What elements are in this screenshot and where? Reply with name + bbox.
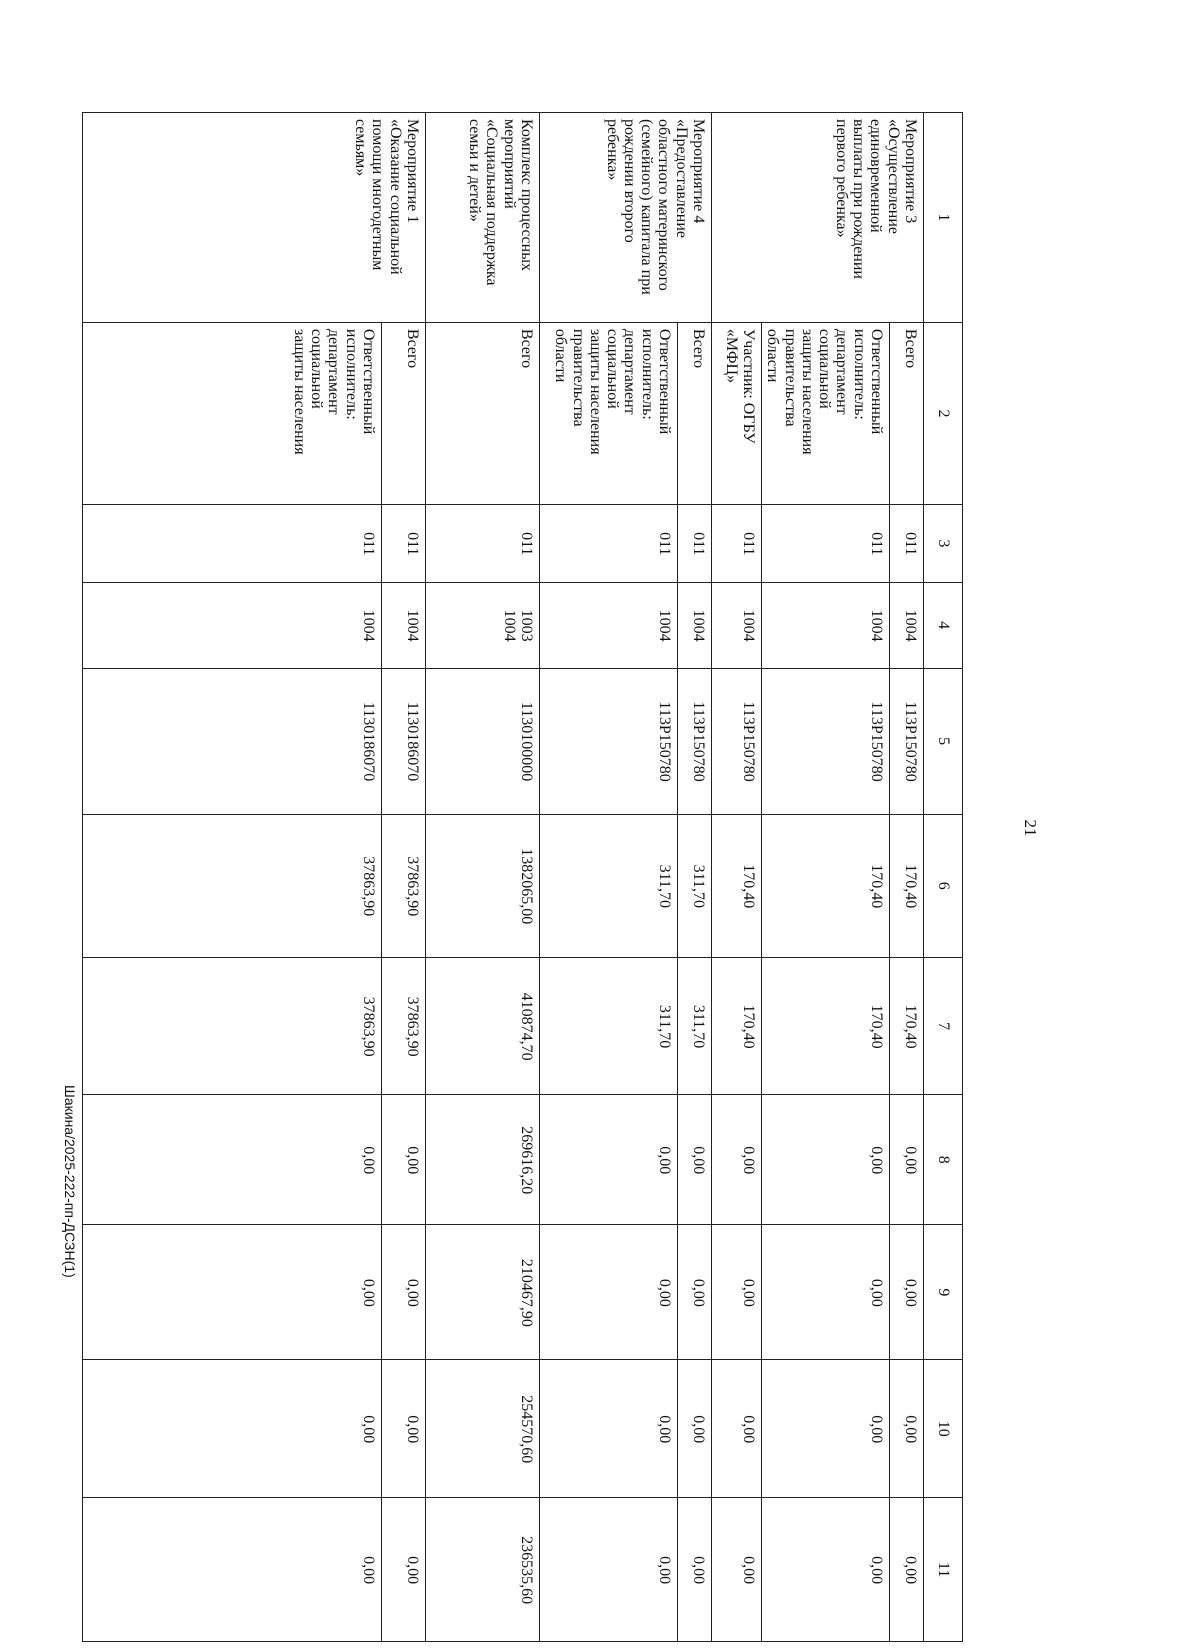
column-header: 2 bbox=[924, 322, 963, 504]
value-cell: 0,00 bbox=[712, 1225, 762, 1360]
value-cell: 0,00 bbox=[890, 1498, 924, 1642]
value-cell: 170,40 bbox=[712, 814, 762, 958]
value-cell: 0,00 bbox=[382, 1225, 426, 1360]
code-cell: 011 bbox=[540, 505, 678, 582]
column-header: 3 bbox=[924, 505, 963, 582]
value-cell: 0,00 bbox=[83, 1498, 382, 1642]
target-cell: 1130186070 bbox=[382, 668, 426, 814]
target-cell: 113P150780 bbox=[678, 668, 712, 814]
page-number: 21 bbox=[1021, 819, 1040, 837]
value-cell: 269616,20 bbox=[426, 1095, 540, 1225]
value-cell: 0,00 bbox=[890, 1360, 924, 1498]
code-cell: 011 bbox=[678, 505, 712, 582]
value-cell: 311,70 bbox=[678, 958, 712, 1095]
column-header: 6 bbox=[924, 814, 963, 958]
code-cell: 011 bbox=[890, 505, 924, 582]
code-cell: 011 bbox=[762, 505, 890, 582]
column-header: 10 bbox=[924, 1360, 963, 1498]
value-cell: 210467,90 bbox=[426, 1225, 540, 1360]
value-cell: 0,00 bbox=[83, 1095, 382, 1225]
value-cell: 311,70 bbox=[540, 814, 678, 958]
table-row bbox=[762, 113, 890, 1642]
value-cell: 254570,60 bbox=[426, 1360, 540, 1498]
value-cell: 0,00 bbox=[540, 1498, 678, 1642]
section-cell: 1003 1004 bbox=[426, 582, 540, 668]
executor-cell: Ответственный исполнитель: департамент социальной защиты населения bbox=[83, 322, 382, 504]
value-cell: 0,00 bbox=[712, 1498, 762, 1642]
value-cell: 37863,90 bbox=[382, 958, 426, 1095]
executor-cell: Ответственный исполнитель: департамент социальной защиты населения правительства области bbox=[540, 322, 678, 504]
value-cell: 37863,90 bbox=[83, 958, 382, 1095]
table-row bbox=[540, 113, 678, 1642]
column-header: 1 bbox=[924, 113, 963, 323]
activity-name: Мероприятие 1 «Оказание социальной помощи многодетным семьям» bbox=[83, 113, 426, 323]
section-cell: 1004 bbox=[890, 582, 924, 668]
activity-name: Комплекс процессных мероприятий «Социальная поддержка семьи и детей» bbox=[426, 113, 540, 323]
value-cell: 0,00 bbox=[762, 1360, 890, 1498]
section-cell: 1004 bbox=[678, 582, 712, 668]
code-cell: 011 bbox=[83, 505, 382, 582]
value-cell: 0,00 bbox=[678, 1225, 712, 1360]
value-cell: 0,00 bbox=[712, 1360, 762, 1498]
value-cell: 1382065,00 bbox=[426, 814, 540, 958]
value-cell: 311,70 bbox=[540, 958, 678, 1095]
value-cell: 0,00 bbox=[712, 1095, 762, 1225]
executor-cell: Всего bbox=[382, 322, 426, 504]
value-cell: 0,00 bbox=[83, 1225, 382, 1360]
value-cell: 0,00 bbox=[762, 1225, 890, 1360]
column-header: 9 bbox=[924, 1225, 963, 1360]
activity-name: Мероприятие 3 «Осуществление единовременной выплаты при рождении первого ребенка» bbox=[712, 113, 924, 323]
table-header-row bbox=[924, 113, 963, 1642]
executor-cell: Ответственный исполнитель: департамент социальной защиты населения правительства области bbox=[762, 322, 890, 504]
value-cell: 0,00 bbox=[890, 1225, 924, 1360]
value-cell: 410874,70 bbox=[426, 958, 540, 1095]
executor-cell: Всего bbox=[426, 322, 540, 504]
target-cell: 113P150780 bbox=[540, 668, 678, 814]
column-header: 8 bbox=[924, 1095, 963, 1225]
code-cell: 011 bbox=[426, 505, 540, 582]
table-row bbox=[712, 113, 762, 1642]
value-cell: 170,40 bbox=[712, 958, 762, 1095]
table-row bbox=[382, 113, 426, 1642]
column-header: 5 bbox=[924, 668, 963, 814]
activity-name: Мероприятие 4 «Предоставление областного материнского (семейного) капитала при рождении второго ребенка» bbox=[540, 113, 712, 323]
value-cell: 0,00 bbox=[762, 1498, 890, 1642]
document-code: Шакина/2025-222-пп-ДСЗН(1) bbox=[62, 1085, 78, 1278]
target-cell: 1130186070 bbox=[83, 668, 382, 814]
section-cell: 1004 bbox=[83, 582, 382, 668]
value-cell: 170,40 bbox=[890, 814, 924, 958]
value-cell: 0,00 bbox=[678, 1498, 712, 1642]
value-cell: 0,00 bbox=[678, 1095, 712, 1225]
section-cell: 1004 bbox=[540, 582, 678, 668]
table-row bbox=[890, 113, 924, 1642]
column-header: 4 bbox=[924, 582, 963, 668]
value-cell: 311,70 bbox=[678, 814, 712, 958]
target-cell: 113P150780 bbox=[762, 668, 890, 814]
value-cell: 0,00 bbox=[678, 1360, 712, 1498]
value-cell: 0,00 bbox=[382, 1360, 426, 1498]
value-cell: 170,40 bbox=[890, 958, 924, 1095]
value-cell: 0,00 bbox=[890, 1095, 924, 1225]
target-cell: 113P150780 bbox=[712, 668, 762, 814]
section-cell: 1004 bbox=[762, 582, 890, 668]
value-cell: 170,40 bbox=[762, 958, 890, 1095]
code-cell: 011 bbox=[712, 505, 762, 582]
value-cell: 0,00 bbox=[540, 1095, 678, 1225]
column-header: 11 bbox=[924, 1498, 963, 1642]
executor-cell: Участник: ОГБУ «МФЦ» bbox=[712, 322, 762, 504]
value-cell: 0,00 bbox=[540, 1360, 678, 1498]
executor-cell: Всего bbox=[890, 322, 924, 504]
table-row bbox=[83, 113, 382, 1642]
table-row bbox=[678, 113, 712, 1642]
executor-cell: Всего bbox=[678, 322, 712, 504]
section-cell: 1004 bbox=[382, 582, 426, 668]
table-row bbox=[426, 113, 540, 1642]
value-cell: 0,00 bbox=[540, 1225, 678, 1360]
section-cell: 1004 bbox=[712, 582, 762, 668]
value-cell: 0,00 bbox=[382, 1498, 426, 1642]
code-cell: 011 bbox=[382, 505, 426, 582]
column-header: 7 bbox=[924, 958, 963, 1095]
value-cell: 236535,60 bbox=[426, 1498, 540, 1642]
value-cell: 37863,90 bbox=[83, 814, 382, 958]
budget-table bbox=[82, 112, 963, 1642]
value-cell: 0,00 bbox=[382, 1095, 426, 1225]
target-cell: 1130100000 bbox=[426, 668, 540, 814]
target-cell: 113P150780 bbox=[890, 668, 924, 814]
value-cell: 0,00 bbox=[83, 1360, 382, 1498]
value-cell: 37863,90 bbox=[382, 814, 426, 958]
value-cell: 0,00 bbox=[762, 1095, 890, 1225]
value-cell: 170,40 bbox=[762, 814, 890, 958]
